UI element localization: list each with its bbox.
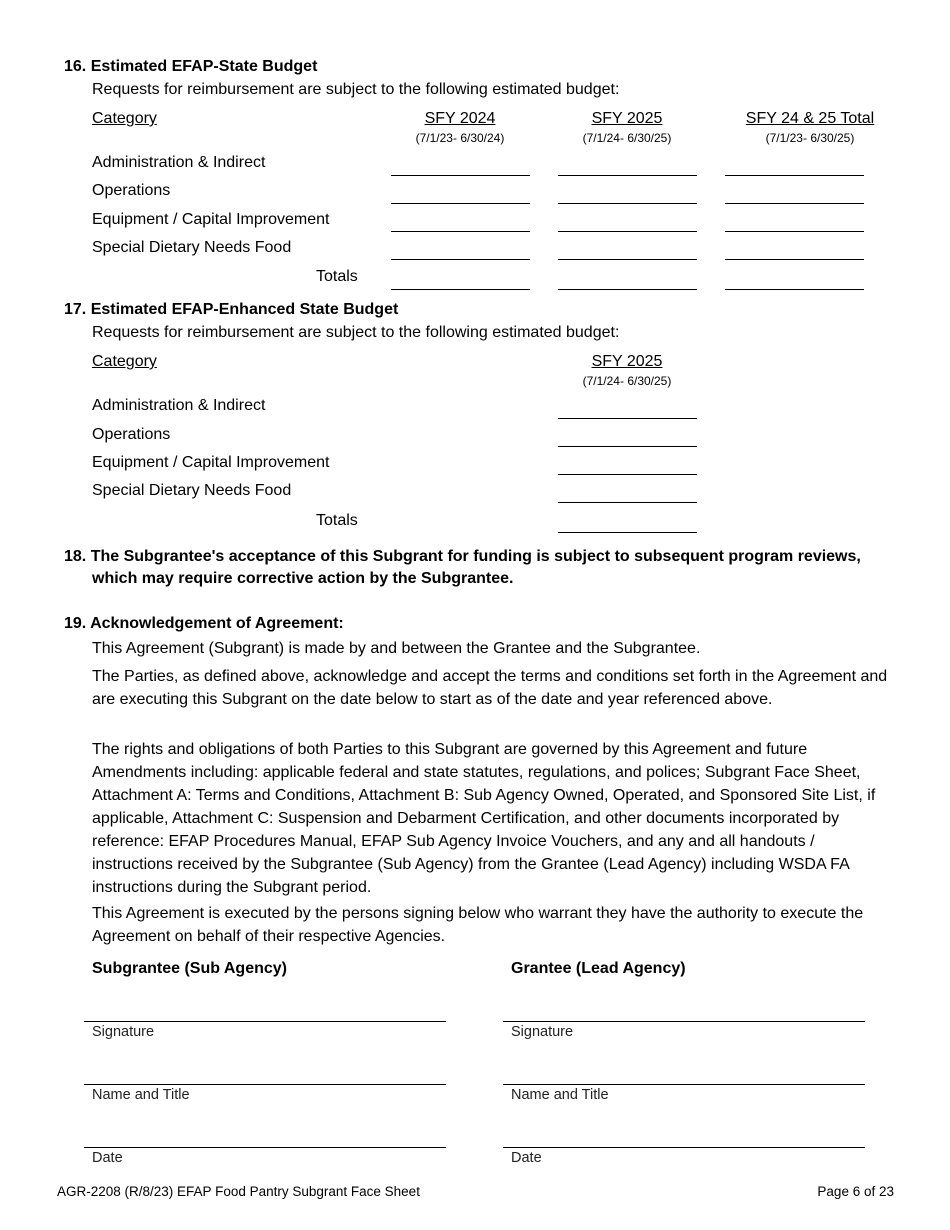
subgrantee-title: Subgrantee (Sub Agency): [92, 960, 287, 977]
category-header: Category: [92, 110, 157, 127]
signature-line[interactable]: [84, 1021, 446, 1022]
budget-entry-line[interactable]: [725, 203, 864, 204]
row-label: Equipment / Capital Improvement: [92, 211, 330, 228]
totals-entry-line[interactable]: [558, 289, 697, 290]
budget-entry-line[interactable]: [558, 259, 697, 260]
budget-entry-line[interactable]: [725, 175, 864, 176]
footer-form-id: AGR-2208 (R/8/23) EFAP Food Pantry Subgrant Face Sheet: [57, 1184, 420, 1199]
date-line[interactable]: [84, 1147, 446, 1148]
name-title-label: Name and Title: [92, 1087, 190, 1103]
budget-entry-line[interactable]: [558, 418, 697, 419]
signature-label: Signature: [92, 1024, 155, 1040]
budget-entry-line[interactable]: [558, 502, 697, 503]
row-label: Operations: [92, 426, 171, 443]
section-18-line1: 18. The Subgrantee's acceptance of this Subgrant for funding is subject to subsequent program reviews,: [64, 548, 861, 565]
column-header-total: SFY 24 & 25 Total: [745, 110, 875, 127]
budget-entry-line[interactable]: [391, 231, 530, 232]
budget-entry-line[interactable]: [725, 231, 864, 232]
column-range-sfy2025: (7/1/24- 6/30/25): [582, 131, 672, 145]
date-label: Date: [511, 1150, 542, 1166]
category-header: Category: [92, 353, 157, 370]
column-header-sfy2024: SFY 2024: [424, 110, 496, 127]
section-16-heading: 16. Estimated EFAP-State Budget: [64, 58, 318, 75]
budget-entry-line[interactable]: [725, 259, 864, 260]
row-label: Equipment / Capital Improvement: [92, 454, 330, 471]
totals-entry-line[interactable]: [558, 532, 697, 533]
paragraph: This Agreement is executed by the persons signing below who warrant they have the authority to execute the Agreement on behalf of their respective Agencies.: [92, 905, 864, 945]
totals-entry-line[interactable]: [391, 289, 530, 290]
signature-line[interactable]: [503, 1021, 865, 1022]
budget-entry-line[interactable]: [558, 175, 697, 176]
budget-entry-line[interactable]: [391, 203, 530, 204]
budget-entry-line[interactable]: [391, 259, 530, 260]
grantee-title: Grantee (Lead Agency): [511, 960, 686, 977]
totals-label: Totals: [316, 268, 358, 285]
date-line[interactable]: [503, 1147, 865, 1148]
column-range-sfy2025: (7/1/24- 6/30/25): [582, 374, 672, 388]
column-header-sfy2025: SFY 2025: [591, 110, 663, 127]
footer-page-number: Page 6 of 23: [817, 1184, 894, 1199]
paragraph: The rights and obligations of both Parties to this Subgrant are governed by this Agreement and future Amendments including: applicable federal and state statutes, regulations, and polices; Subgrant Face Sheet, Attachment A: Terms and Conditions, Attachment B: Sub Agency Owned, Operated, and Sponsored Site List, if applicable, Attachment C: Suspension and Debarment Certification, and other documents incorporated by reference: EFAP Procedures Manual, EFAP Sub Agency Invoice Vouchers, and any and all handouts / instructions received by the Subgrantee (Sub Agency) from the Grantee (Lead Agency) including WSDA FA instructions during the Subgrant period.: [92, 741, 876, 896]
paragraph: The Parties, as defined above, acknowledge and accept the terms and conditions set forth in the Agreement and are executing this Subgrant on the date below to start as of the date and year referenced above.: [92, 668, 888, 708]
paragraph: This Agreement (Subgrant) is made by and between the Grantee and the Subgrantee.: [92, 640, 701, 657]
row-label: Special Dietary Needs Food: [92, 482, 292, 499]
section-16-intro: Requests for reimbursement are subject to the following estimated budget:: [92, 81, 620, 98]
budget-entry-line[interactable]: [558, 474, 697, 475]
section-17-intro: Requests for reimbursement are subject to the following estimated budget:: [92, 324, 620, 341]
row-label: Administration & Indirect: [92, 397, 266, 414]
section-18-line2: which may require corrective action by the Subgrantee.: [92, 570, 514, 587]
name-title-line[interactable]: [84, 1084, 446, 1085]
row-label: Administration & Indirect: [92, 154, 266, 171]
signature-label: Signature: [511, 1024, 574, 1040]
row-label: Operations: [92, 182, 171, 199]
column-range-total: (7/1/23- 6/30/25): [765, 131, 855, 145]
totals-entry-line[interactable]: [725, 289, 864, 290]
name-title-label: Name and Title: [511, 1087, 609, 1103]
section-19-heading: 19. Acknowledgement of Agreement:: [64, 615, 344, 632]
column-range-sfy2024: (7/1/23- 6/30/24): [415, 131, 505, 145]
name-title-line[interactable]: [503, 1084, 865, 1085]
budget-entry-line[interactable]: [391, 175, 530, 176]
budget-entry-line[interactable]: [558, 231, 697, 232]
section-17-heading: 17. Estimated EFAP-Enhanced State Budget: [64, 301, 399, 318]
budget-entry-line[interactable]: [558, 446, 697, 447]
budget-entry-line[interactable]: [558, 203, 697, 204]
totals-label: Totals: [316, 512, 358, 529]
column-header-sfy2025: SFY 2025: [591, 353, 663, 370]
row-label: Special Dietary Needs Food: [92, 239, 292, 256]
date-label: Date: [92, 1150, 123, 1166]
